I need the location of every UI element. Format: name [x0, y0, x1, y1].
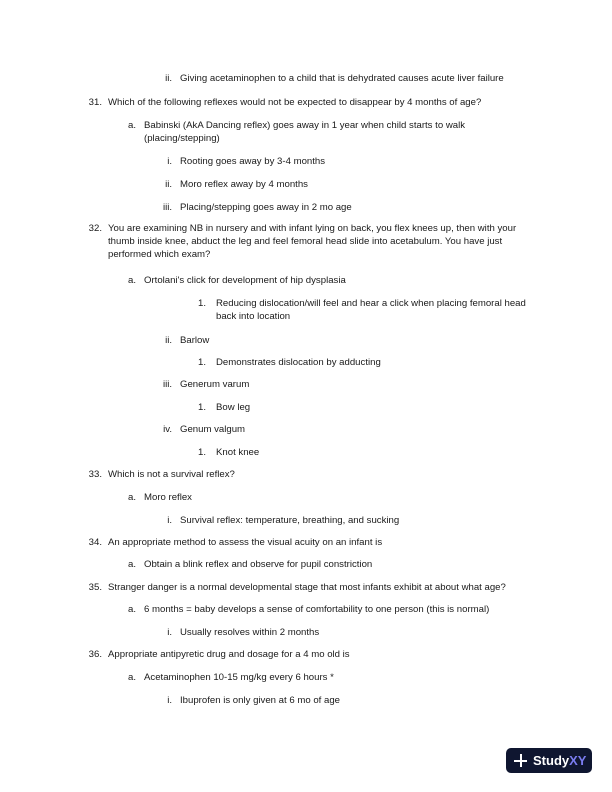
list-marker: i. — [167, 156, 172, 167]
list-text: Ortolani's click for development of hip dysplasia — [144, 275, 346, 286]
question-number: 32. — [88, 223, 102, 234]
question-text: Stranger danger is a normal developmental stage that most infants exhibit at about what age? — [108, 582, 506, 593]
list-text: Moro reflex — [144, 492, 192, 503]
list-text: Reducing dislocation/will feel and hear a click when placing femoral head back into location — [216, 298, 526, 322]
list-text: Survival reflex: temperature, breathing, and sucking — [180, 515, 400, 526]
list-text: Generum varum — [180, 379, 250, 390]
list-text: Genum valgum — [180, 424, 246, 435]
brand-name-part2: XY — [569, 753, 587, 768]
question-number: 34. — [88, 537, 102, 548]
list-marker: i. — [167, 627, 172, 638]
list-text: Usually resolves within 2 months — [180, 627, 320, 638]
list-text: Giving acetaminophen to a child that is dehydrated causes acute liver failure — [180, 73, 504, 84]
plus-icon — [514, 754, 527, 767]
question-number: 31. — [88, 97, 102, 108]
list-marker: i. — [167, 515, 172, 526]
list-text: Rooting goes away by 3-4 months — [180, 156, 326, 167]
question-text: An appropriate method to assess the visual acuity on an infant is — [108, 537, 383, 548]
list-marker: a. — [127, 120, 136, 131]
list-marker: iv. — [163, 424, 172, 435]
list-text: Knot knee — [216, 447, 260, 458]
list-marker: a. — [127, 492, 136, 503]
list-marker: iii. — [162, 202, 172, 213]
list-marker: i. — [167, 695, 172, 706]
list-marker: ii. — [165, 335, 172, 346]
list-text: Babinski (AkA Dancing reflex) goes away in 1 year when child starts to walk (placing/stepping) — [144, 120, 466, 144]
list-text: Moro reflex away by 4 months — [180, 179, 308, 190]
list-text: 6 months = baby develops a sense of comfortability to one person (this is normal) — [144, 604, 490, 615]
list-marker: 1. — [197, 357, 206, 368]
question-text: Which is not a survival reflex? — [108, 469, 235, 480]
question-number: 36. — [88, 649, 102, 660]
list-marker: 1. — [197, 447, 206, 458]
list-marker: 1. — [197, 298, 206, 309]
list-text: Placing/stepping goes away in 2 mo age — [180, 202, 352, 213]
question-text: Which of the following reflexes would not be expected to disappear by 4 months of age? — [108, 97, 482, 108]
list-marker: a. — [127, 559, 136, 570]
question-number: 33. — [88, 469, 102, 480]
list-text: Bow leg — [216, 402, 251, 413]
studyxy-watermark[interactable] — [506, 748, 592, 773]
list-text: Ibuprofen is only given at 6 mo of age — [180, 695, 340, 706]
list-marker: a. — [127, 275, 136, 286]
question-text: You are examining NB in nursery and with infant lying on back, you flex knees up, then with your thumb inside knee, abduct the leg and feel femoral head slide into acetabulum. You have just performed which exam? — [108, 223, 517, 260]
brand-name-part1: Study — [533, 753, 570, 768]
list-marker: ii. — [165, 179, 172, 190]
list-marker: a. — [127, 604, 136, 615]
list-text: Demonstrates dislocation by adducting — [216, 357, 381, 368]
list-text: Barlow — [180, 335, 210, 346]
list-marker: 1. — [197, 402, 206, 413]
list-marker: a. — [127, 672, 136, 683]
list-marker: iii. — [162, 379, 172, 390]
question-text: Appropriate antipyretic drug and dosage for a 4 mo old is — [108, 649, 350, 660]
list-marker: ii. — [165, 73, 172, 84]
question-number: 35. — [88, 582, 102, 593]
list-text: Acetaminophen 10-15 mg/kg every 6 hours * — [144, 672, 334, 683]
list-text: Obtain a blink reflex and observe for pupil constriction — [144, 559, 373, 570]
